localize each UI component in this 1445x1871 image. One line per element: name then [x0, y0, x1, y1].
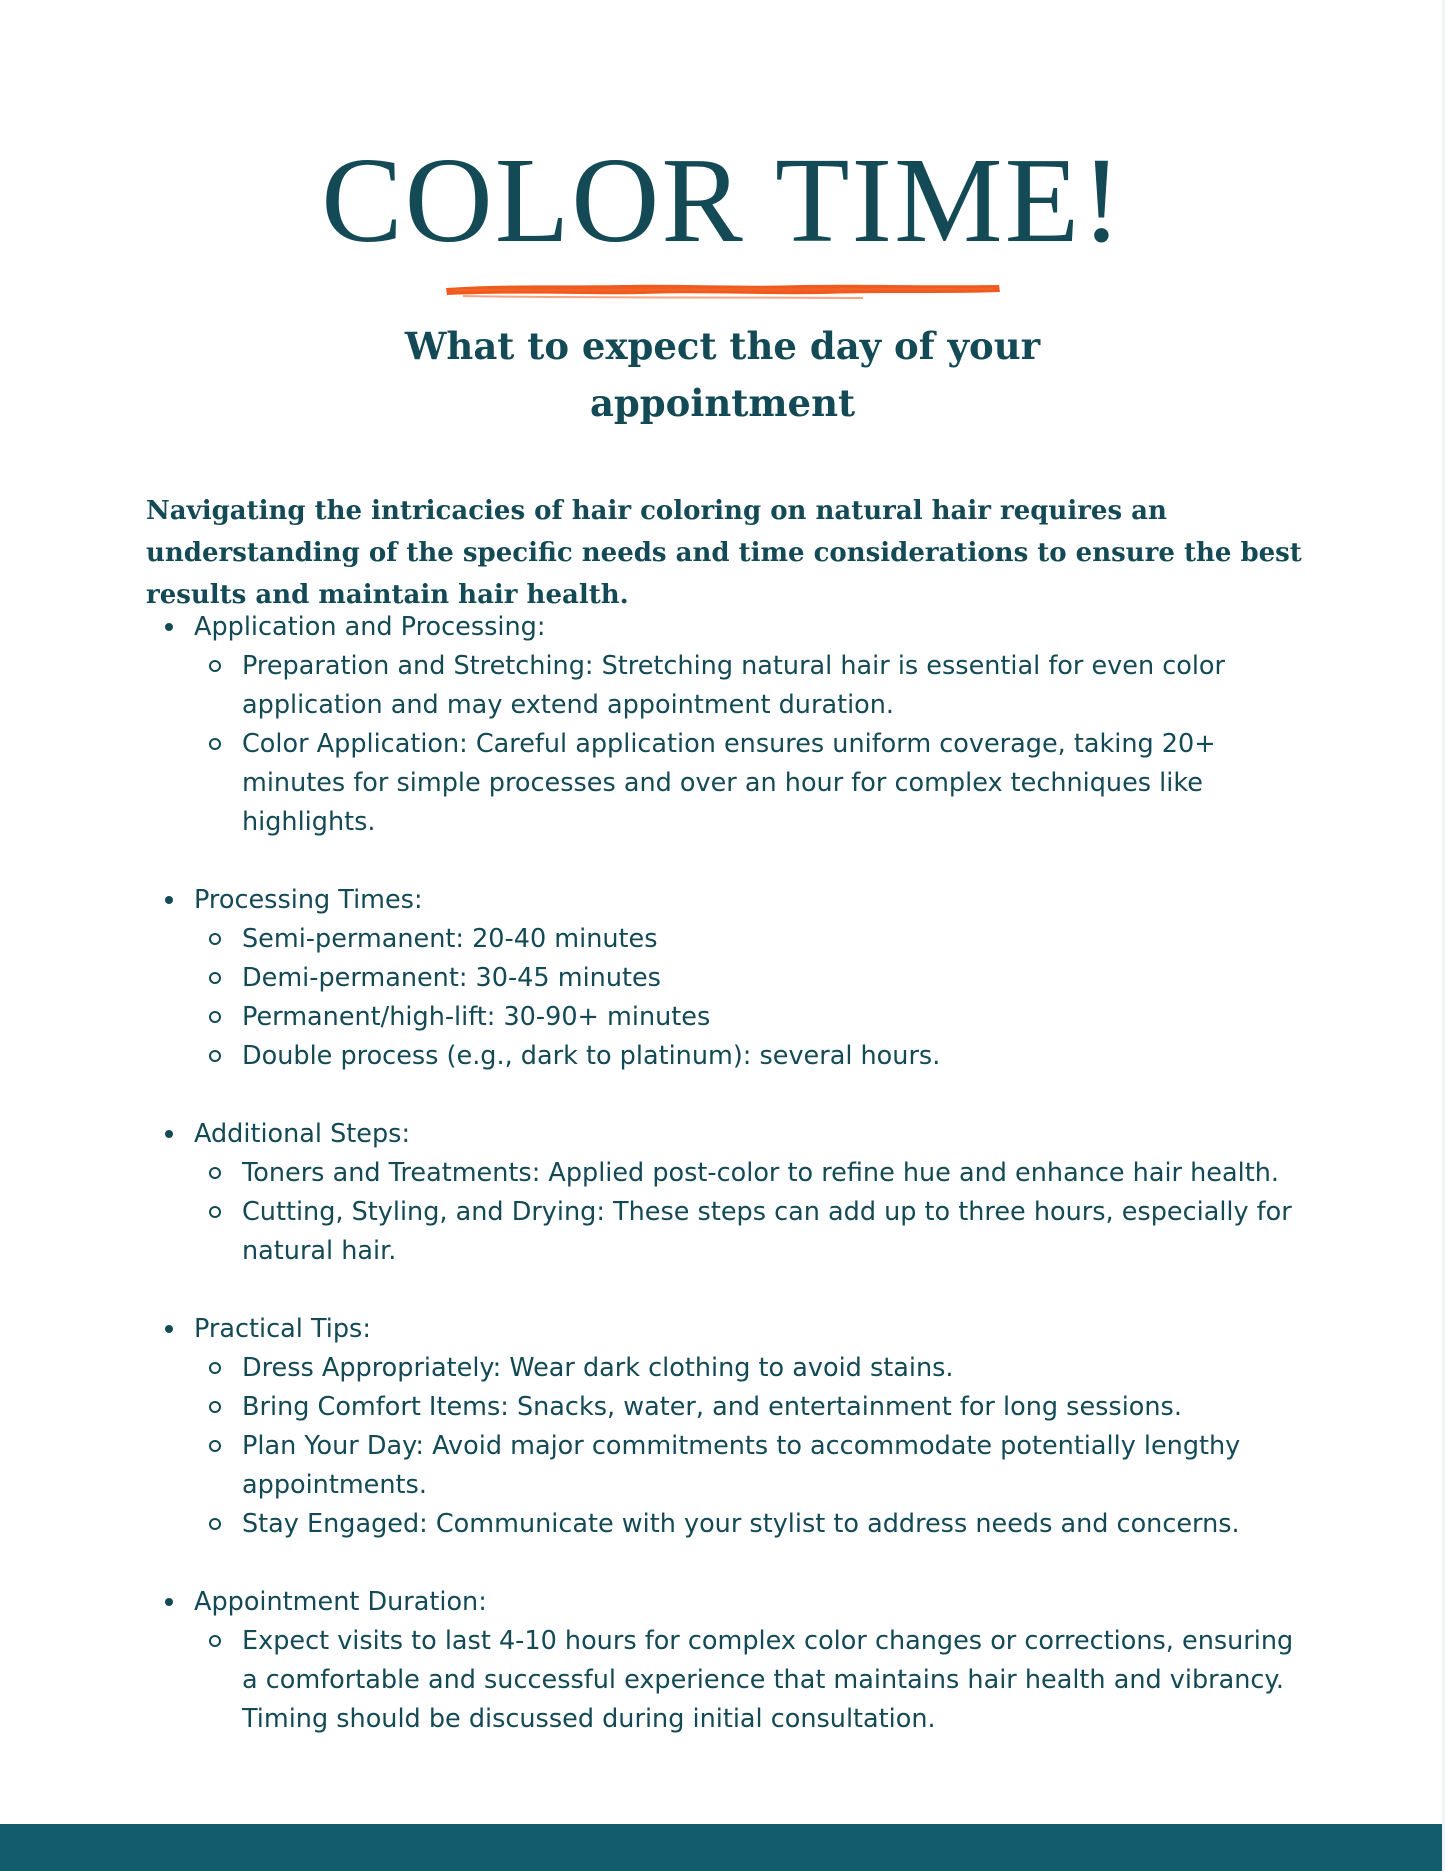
section-application-processing	[160, 608, 1310, 842]
list-item-text: Double process (e.g., dark to platinum): several hours.	[242, 1041, 941, 1071]
subtitle-line-1: What to expect the day of your	[404, 324, 1041, 368]
list-item	[160, 647, 1310, 725]
section-heading	[160, 1115, 1310, 1154]
list-item-text: Preparation and Stretching: Stretching natural hair is essential for even color application and may extend appointment duration.	[242, 651, 1226, 720]
list-item	[160, 1505, 1310, 1544]
list-item	[160, 1037, 1310, 1076]
circle-bullet-icon	[209, 1518, 221, 1530]
circle-bullet-icon	[209, 738, 221, 750]
section-heading	[160, 881, 1310, 920]
circle-bullet-icon	[209, 972, 221, 984]
list-item	[160, 998, 1310, 1037]
circle-bullet-icon	[209, 1401, 221, 1413]
section-heading-text: Appointment Duration:	[194, 1587, 487, 1617]
bullet-icon	[165, 1130, 173, 1138]
sub-list	[160, 1349, 1310, 1544]
list-item	[160, 1154, 1310, 1193]
section-heading	[160, 608, 1310, 647]
list-item	[160, 920, 1310, 959]
circle-bullet-icon	[209, 933, 221, 945]
section-heading	[160, 1310, 1310, 1349]
section-heading	[160, 1583, 1310, 1622]
intro-paragraph: Navigating the intricacies of hair coloring on natural hair requires an understanding of the specific needs and time considerations to ensure the best results and maintain hair health.	[146, 496, 1302, 610]
circle-bullet-icon	[209, 1635, 221, 1647]
bullet-icon	[165, 896, 173, 904]
section-additional-steps	[160, 1115, 1310, 1271]
list-item	[160, 1622, 1310, 1739]
list-item-text: Dress Appropriately: Wear dark clothing to avoid stains.	[242, 1353, 954, 1383]
list-item-text: Color Application: Careful application ensures uniform coverage, taking 20+ minutes for simple processes and over an hour for complex techniques like highlights.	[242, 729, 1216, 837]
list-item-text: Cutting, Styling, and Drying: These steps can add up to three hours, especially for natural hair.	[242, 1197, 1292, 1266]
section-heading-text: Processing Times:	[194, 885, 423, 915]
section-list	[160, 608, 1310, 1778]
bullet-icon	[165, 623, 173, 631]
circle-bullet-icon	[209, 1206, 221, 1218]
list-item-text: Expect visits to last 4-10 hours for complex color changes or corrections, ensuring a comfortable and successful experience that maintains hair health and vibrancy. Timing should be discussed during initial consultation.	[242, 1626, 1294, 1734]
section-appointment-duration	[160, 1583, 1310, 1739]
list-item-text: Semi-permanent: 20-40 minutes	[242, 924, 658, 954]
subtitle-line-2: appointment	[589, 381, 856, 425]
list-item-text: Bring Comfort Items: Snacks, water, and entertainment for long sessions.	[242, 1392, 1182, 1422]
list-item	[160, 1193, 1310, 1271]
bullet-icon	[165, 1325, 173, 1333]
section-practical-tips	[160, 1310, 1310, 1544]
list-item-text: Stay Engaged: Communicate with your stylist to address needs and concerns.	[242, 1509, 1240, 1539]
sub-list	[160, 920, 1310, 1076]
list-item-text: Permanent/high-lift: 30-90+ minutes	[242, 1002, 711, 1032]
circle-bullet-icon	[209, 1167, 221, 1179]
circle-bullet-icon	[209, 1011, 221, 1023]
list-item	[160, 725, 1310, 842]
bullet-icon	[165, 1598, 173, 1606]
list-item	[160, 1388, 1310, 1427]
list-item-text: Toners and Treatments: Applied post-color to refine hue and enhance hair health.	[242, 1158, 1279, 1188]
circle-bullet-icon	[209, 1362, 221, 1374]
section-heading-text: Additional Steps:	[194, 1119, 411, 1149]
list-item	[160, 1349, 1310, 1388]
page-title: COLOR TIME!	[321, 133, 1124, 268]
section-processing-times	[160, 881, 1310, 1076]
subtitle	[0, 318, 1445, 432]
list-item	[160, 959, 1310, 998]
sub-list	[160, 647, 1310, 842]
list-item	[160, 1427, 1310, 1505]
sub-list	[160, 1154, 1310, 1271]
section-heading-text: Application and Processing:	[194, 612, 546, 642]
section-heading-text: Practical Tips:	[194, 1314, 371, 1344]
sub-list	[160, 1622, 1310, 1739]
circle-bullet-icon	[209, 1050, 221, 1062]
list-item-text: Plan Your Day: Avoid major commitments to accommodate potentially lengthy appointments.	[242, 1431, 1241, 1500]
footer-bar	[0, 1824, 1442, 1871]
list-item-text: Demi-permanent: 30-45 minutes	[242, 963, 661, 993]
circle-bullet-icon	[209, 660, 221, 672]
circle-bullet-icon	[209, 1440, 221, 1452]
brush-underline	[443, 279, 1003, 301]
